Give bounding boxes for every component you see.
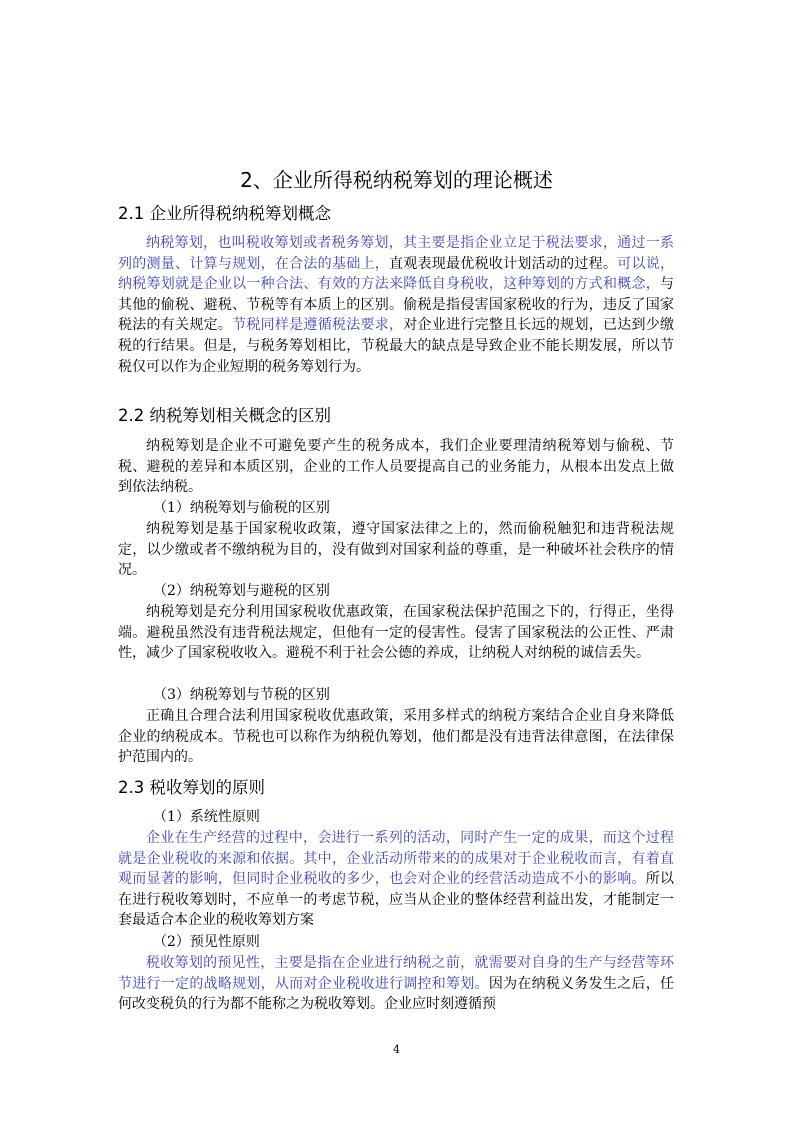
paragraph-2-2-intro: 纳税筹划是企业不可避免要产生的税务成本，我们企业要理清纳税筹划与偷税、节税、避税的差异和本质区别，企业的工作人员要提高自己的业务能力，从根本出发点上做到依法纳税。	[118, 438, 674, 496]
paragraph-2-2-2: 纳税筹划是充分利用国家税收优惠政策，在国家税法保护范围之下的，行得正，坐得端。避税虽然没有违背税法规定，但他有一定的侵害性。侵害了国家税法的公正性、严肃性，减少了国家税收收入。避税不利于社会公德的养成，让纳税人对纳税的诚信丢失。	[118, 604, 674, 662]
plain-text: 直观表现最优税收计划活动的过程。	[389, 255, 618, 272]
plain-text: 与其他的偷税、避税、节税等有本质上的区别。偷税是指侵害国家税收的行为，违反了国家税法的有关规定。	[118, 276, 674, 334]
paragraph-2-3-1	[118, 828, 674, 931]
list-item-heading: （1）纳税筹划与偷税的区别	[153, 500, 330, 516]
plain-text: 因为在纳税义务发生之后，任何改变税负的行为都不能称之为税收筹划。企业应时刻遵循预	[118, 975, 675, 1013]
highlighted-text: 可以说，纳税筹划就是企业以一种合法、有效的方法来降低自身税收，这种筹划的方式和概念，	[118, 255, 675, 293]
list-item-heading: （1）系统性原则	[153, 809, 260, 825]
highlighted-text: 节税同样是遵循税法要求，	[232, 317, 404, 334]
list-item-heading: （2）预见性原则	[153, 934, 260, 950]
paragraph-2-1	[118, 233, 674, 377]
paragraph-2-3-2	[118, 953, 674, 1015]
plain-text: 所以在进行税收筹划时，不应单一的考虑节税，应当从企业的整体经营利益出发，才能制定一套最适合本企业的税收筹划方案	[118, 871, 674, 929]
page-title: 2、企业所得税纳税筹划的理论概述	[240, 168, 553, 192]
section-heading-2-3: 2.3 税收筹划的原则	[118, 778, 265, 797]
paragraph-2-2-1: 纳税筹划是基于国家税收政策，遵守国家法律之上的，然而偷税触犯和违背税法规定，以少缴或者不缴纳税为目的，没有做到对国家利益的尊重，是一种破坏社会秩序的情况。	[118, 521, 674, 579]
plain-text: 对企业进行完整且长远的规划，已达到少缴税的行结果。但是，与税务筹划相比，节税最大的缺点是导致企业不能长期发展，所以节税仅可以作为企业短期的税务筹划行为。	[118, 317, 675, 375]
highlighted-text: 纳税筹划，也叫税收筹划或者税务筹划，其主要是指企业立足于税法要求，通过一系列的测量、计算与规划，在合法的基础上，	[118, 235, 674, 272]
highlighted-text: 税收筹划的预见性，主要是指在企业进行纳税之前，就需要对自身的生产与经营等环节进行一定的战略规划，从而对企业税收进行调控和筹划。	[118, 955, 674, 992]
highlighted-text: 企业在生产经营的过程中，会进行一系列的活动，同时产生一定的成果，而这个过程就是企业税收的来源和依据。其中，企业活动所带来的的成果对于企业税收而言，有着直观而显著的影响，但同时企业税收的多少，也会对企业的经营活动造成不小的影响。	[118, 830, 674, 888]
section-heading-2-1: 2.1 企业所得税纳税筹划概念	[118, 204, 331, 223]
page-number: 4	[393, 1043, 400, 1056]
list-item-heading: （2）纳税筹划与避税的区别	[153, 583, 330, 599]
paragraph-2-2-3: 正确且合理合法利用国家税收优惠政策，采用多样式的纳税方案结合企业自身来降低企业的纳税成本。节税也可以称作为纳税仇筹划，他们都是没有违背法律意图，在法律保护范围内的。	[118, 708, 674, 766]
list-item-heading: （3）纳税筹划与节税的区别	[153, 687, 330, 703]
section-heading-2-2: 2.2 纳税筹划相关概念的区别	[118, 406, 331, 425]
